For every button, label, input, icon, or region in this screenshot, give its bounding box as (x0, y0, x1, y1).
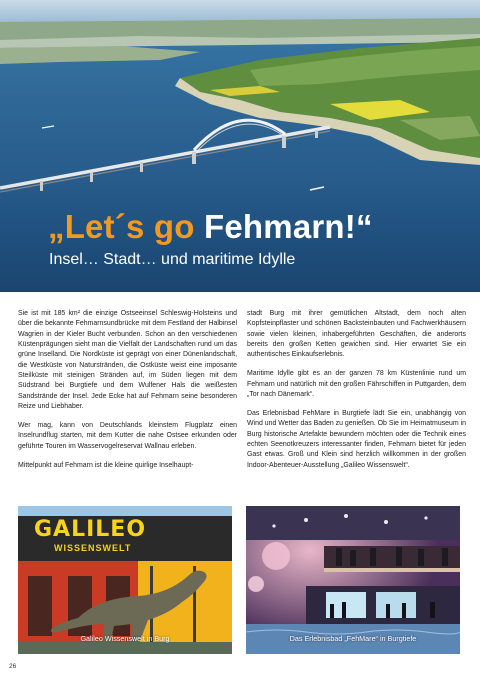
paragraph: stadt Burg mit ihrer gemütlichen Altstadt, dem noch alten Kopfsteinpflaster und schönen Backsteinbauten und Fachwerkhäusern sowie vielen kleinen, inhabergeführten Geschäften, die anderorts bereits den großen Ketten gewichen sind. Hier erwartet Sie ein authentisches Einkaufserlebnis. (247, 310, 466, 359)
galileo-sign-sub: WISSENSWELT (54, 543, 132, 553)
paragraph: Maritime Idylle gibt es an der ganzen 78 km Küstenlinie rund um Fehmarn und natürlich mit den großen Fährschiffen in Puttgarden, dem „Tor nach Dänemark“. (247, 370, 466, 398)
title-accent: „Let´s go (48, 208, 195, 245)
paragraph: Mittelpunkt auf Fehmarn ist die kleine quirlige Inselhaupt- (18, 461, 194, 469)
paragraph: Wer mag, kann von Deutschlands kleinstem Flugplatz einen Inselrundflug starten, mit dem Kutter die nahe Ostsee erkunden oder geführte Touren im Wasservogelreservat Wallnau erleben. (18, 422, 237, 450)
text-column-left (18, 309, 237, 480)
page-subtitle: Insel… Stadt… und maritime Idylle (49, 251, 296, 268)
text-column-right (247, 309, 466, 480)
page-number: 26 (9, 663, 17, 670)
indoor-pool-image (246, 506, 460, 654)
galileo-sign: GALILEO (34, 517, 147, 542)
photo-galileo-wissenswelt (18, 506, 232, 654)
hero-aerial-photo (0, 0, 480, 292)
page-title (48, 208, 373, 246)
paragraph: Sie ist mit 185 km² die einzige Ostseeinsel Schleswig-Holsteins und über die bekannte Fehmarnsundbrücke mit dem Festland der Halbinsel Wagrien in der Kieler Bucht verbunden. Schon an den verschiedenen Küstenprägungen sieht man die Vielfalt der Landschaften rund um das grüne Inselland. Die Nordküste ist geprägt von einer Dünenlandschaft, die Westküste von Naturstränden, die Ostküste weist eine imposante Steilküste mit steinigen Stränden auf, im Süden liegen mit dem Südstrand bei Burgtiefe und dem Wulfener Hals die weißesten Sandstrände der Insel. Jede Ecke hat auf Fehmarn seine besonderen Reize und Liebhaber. (18, 310, 237, 411)
paragraph: Das Erlebnisbad FehMare in Burgtiefe lädt Sie ein, unabhängig von Wind und Wetter das Baden zu genießen. Ob Sie im Heimatmuseum in Burg historische Artefakte bewundern möchten oder die Technik eines echten Seenotkreuzers interessanter finden, Fehmarn bietet für jeden Gast etwas. Groß und Klein sind herzlich willkommen in der großen Indoor-Abenteuer-Ausstellung „Galileo Wissenswelt“. (247, 409, 466, 469)
photo-erlebnisbad-fehmare (246, 506, 460, 654)
fehmarnsund-bridge-image (0, 0, 480, 292)
title-main: Fehmarn!“ (194, 208, 373, 245)
photo-caption: Das Erlebnisbad „FehMare“ in Burgtiefe (289, 634, 417, 643)
photo-caption: Galileo Wissenswelt in Burg (80, 634, 170, 643)
